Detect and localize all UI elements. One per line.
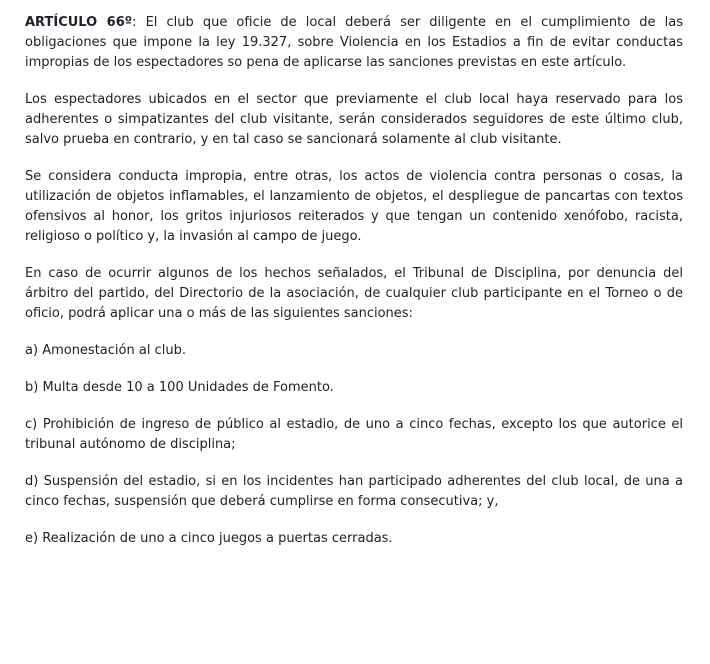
sanction-marker-b: b) [25,380,39,395]
article-intro-text: El club que oficie de local deberá ser diligente en el cumplimiento de las obligaciones que impone la ley 19.327, sobre Violencia en los Estadios a fin de evitar conductas impropias de los espectadores so pena de aplicarse las sanciones previstas en este artículo. [25,15,683,70]
paragraph-improper-conduct: Se considera conducta impropia, entre otras, los actos de violencia contra personas o cosas, la utilización de objetos inflamables, el lanzamiento de objetos, el despliegue de pancartas con textos ofensivos al honor, los gritos injuriosos reiterados y que tengan un contenido xenófobo, racista, religioso o político y, la invasión al campo de juego. [25,169,683,244]
sanction-item-b [25,378,683,398]
article-separator: : [132,15,146,30]
sanction-marker-c: c) [25,417,38,432]
sanction-text-c: Prohibición de ingreso de público al estadio, de uno a cinco fechas, excepto los que autorice el tribunal autónomo de disciplina; [25,417,683,452]
paragraph-article-intro [25,13,683,73]
sanction-text-b: Multa desde 10 a 100 Unidades de Fomento. [42,380,334,395]
sanction-item-e [25,529,683,549]
paragraph-tribunal: En caso de ocurrir algunos de los hechos señalados, el Tribunal de Disciplina, por denuncia del árbitro del partido, del Directorio de la asociación, de cualquier club participante en el Torneo o de oficio, podrá aplicar una o más de las siguientes sanciones: [25,266,683,321]
sanction-marker-d: d) [25,474,39,489]
sanction-item-c [25,415,683,455]
article-number-label: ARTÍCULO 66º [25,15,133,30]
sanction-item-a [25,341,683,361]
paragraph-spectators: Los espectadores ubicados en el sector que previamente el club local haya reservado para los adherentes o simpatizantes del club visitante, serán considerados seguidores de este último club, salvo prueba en contrario, y en tal caso se sancionará solamente al club visitante. [25,92,683,147]
sanction-text-e: Realización de uno a cinco juegos a puertas cerradas. [42,531,393,546]
sanction-item-d [25,472,683,512]
sanction-marker-a: a) [25,343,39,358]
sanction-text-a: Amonestación al club. [42,343,186,358]
sanction-marker-e: e) [25,531,39,546]
sanction-text-d: Suspensión del estadio, si en los incidentes han participado adherentes del club local, de una a cinco fechas, suspensión que deberá cumplirse en forma consecutiva; y, [25,474,684,509]
